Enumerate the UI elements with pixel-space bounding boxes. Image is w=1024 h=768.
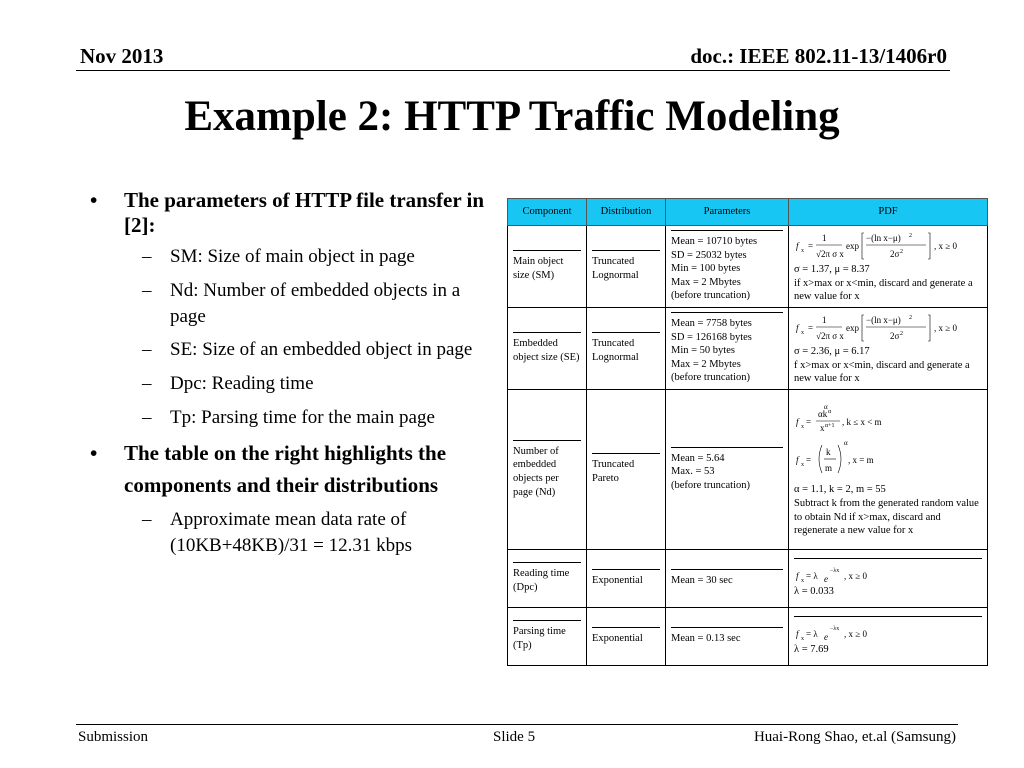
header-doc-id: doc.: IEEE 802.11-13/1406r0 (690, 44, 947, 68)
svg-text:, x ≥ 0: , x ≥ 0 (844, 629, 867, 640)
svg-text:√2π σ x: √2π σ x (816, 249, 844, 260)
svg-text:2: 2 (909, 233, 912, 240)
footer-slide-number: Slide 5 (493, 729, 536, 745)
header-date: Nov 2013 (80, 44, 164, 68)
pareto-formula (794, 401, 974, 483)
bullet-text: The table on the right highlights the components and their distributions (124, 441, 447, 497)
component-cell: Parsing time (Tp) (508, 608, 587, 666)
svg-text:αk: αk (818, 409, 828, 420)
parameters-cell: Mean = 7758 bytes SD = 126168 bytes Min = 50 bytes Max = 2 Mbytes (before truncation) (666, 308, 789, 390)
footer-submission: Submission (78, 729, 149, 745)
svg-text:α: α (844, 439, 848, 448)
bullet-list (90, 188, 492, 567)
dash-glyph: – (142, 372, 152, 394)
header-divider (76, 70, 950, 71)
table-row (508, 608, 988, 666)
dash-glyph: – (142, 406, 152, 428)
component-cell: Main object size (SM) (508, 226, 587, 308)
svg-text:f: f (796, 417, 799, 428)
bullet-item (90, 438, 492, 558)
svg-text:x: x (801, 248, 804, 255)
bullet-item (90, 188, 492, 430)
svg-text:α: α (828, 409, 832, 416)
svg-text:, x ≥ 0: , x ≥ 0 (934, 323, 957, 334)
slide-title: Example 2: HTTP Traffic Modeling (184, 93, 840, 140)
pdf-cell: f x = 1 √2π σ x exp −(ln x−μ) 2 2σ 2 , x ≥ 0 σ = 1.37, μ = 8.37 if x>max or x<min, discard and generate a new value for x (789, 226, 988, 308)
table-row (508, 226, 988, 308)
footer-divider (76, 724, 958, 725)
svg-text:k: k (826, 447, 831, 458)
svg-text:f: f (796, 323, 799, 334)
svg-text:f: f (796, 571, 799, 582)
header-distribution: Distribution (587, 199, 666, 226)
parameters-cell: Mean = 5.64 Max. = 53 (before truncation) (666, 390, 789, 550)
sub-bullet-item (124, 507, 492, 558)
table-row (508, 390, 988, 550)
bullet-glyph: • (90, 188, 98, 212)
sub-bullet-text: Approximate mean data rate of (10KB+48KB)/31 = 12.31 kbps (170, 509, 413, 556)
sub-bullet-text: SE: Size of an embedded object in page (170, 339, 473, 361)
svg-text:x: x (820, 423, 825, 434)
svg-text:=: = (808, 241, 814, 252)
svg-text:m: m (825, 463, 833, 474)
svg-text:exp: exp (846, 241, 859, 252)
dash-glyph: – (142, 509, 152, 531)
svg-text:2σ: 2σ (890, 249, 900, 260)
svg-text:−λx: −λx (830, 626, 840, 633)
dash-glyph: – (142, 280, 152, 302)
svg-text:, k ≤ x < m: , k ≤ x < m (842, 417, 882, 428)
svg-text:=: = (808, 323, 814, 334)
sub-bullet-item (124, 371, 492, 397)
svg-text:2: 2 (909, 315, 912, 322)
distribution-cell: Exponential (587, 550, 666, 608)
svg-text:−(ln x−μ): −(ln x−μ) (866, 233, 901, 244)
distribution-cell: Truncated Lognormal (587, 226, 666, 308)
svg-text:x: x (801, 424, 804, 431)
parameters-table (507, 198, 988, 666)
sub-bullet-item (124, 244, 492, 270)
sub-bullet-text: Tp: Parsing time for the main page (170, 406, 435, 428)
distribution-cell: Exponential (587, 608, 666, 666)
svg-text:, x ≥ 0: , x ≥ 0 (934, 241, 957, 252)
svg-text:x: x (801, 462, 804, 469)
dash-glyph: – (142, 339, 152, 361)
sub-bullet-item (124, 337, 492, 363)
svg-text:=: = (806, 417, 812, 428)
bullet-glyph: • (90, 441, 98, 466)
svg-text:x: x (801, 578, 804, 585)
dash-glyph: – (142, 246, 152, 268)
svg-text:2σ: 2σ (890, 331, 900, 342)
svg-text:= λ: = λ (806, 571, 818, 582)
header-pdf: PDF (789, 199, 988, 226)
table-row (508, 550, 988, 608)
distribution-cell: Truncated Lognormal (587, 308, 666, 390)
svg-text:e: e (824, 632, 828, 643)
svg-text:exp: exp (846, 323, 859, 334)
pdf-cell: f x = λ e −λx , x ≥ 0 λ = 0.033 (789, 550, 988, 608)
svg-text:=: = (806, 455, 812, 466)
pdf-cell: f x = λ e −λx , x ≥ 0 λ = 7.69 (789, 608, 988, 666)
svg-text:−(ln x−μ): −(ln x−μ) (866, 315, 901, 326)
header-component: Component (508, 199, 587, 226)
exponential-formula (794, 621, 974, 643)
svg-text:2: 2 (900, 331, 903, 338)
svg-text:α: α (824, 403, 828, 412)
svg-text:2: 2 (900, 249, 903, 256)
sub-bullet-text: SM: Size of main object in page (170, 246, 415, 268)
svg-text:f: f (796, 241, 799, 252)
exponential-formula (794, 563, 974, 585)
bullet-text: The parameters of HTTP file transfer in [2]: (124, 188, 485, 238)
svg-text:α+1: α+1 (825, 423, 835, 430)
component-cell: Reading time (Dpc) (508, 550, 587, 608)
svg-text:e: e (824, 574, 828, 585)
table-header-row (508, 199, 988, 226)
component-cell: Number of embedded objects per page (Nd) (508, 390, 587, 550)
parameters-cell: Mean = 30 sec (666, 550, 789, 608)
svg-text:= λ: = λ (806, 629, 818, 640)
sub-bullet-text: Nd: Number of embedded objects in a page (170, 280, 461, 327)
parameters-cell: Mean = 0.13 sec (666, 608, 789, 666)
sub-bullet-item (124, 405, 492, 431)
lognormal-formula (794, 311, 974, 345)
svg-text:√2π σ x: √2π σ x (816, 331, 844, 342)
svg-text:, x ≥ 0: , x ≥ 0 (844, 571, 867, 582)
component-cell: Embedded object size (SE) (508, 308, 587, 390)
svg-text:1: 1 (822, 315, 827, 326)
svg-text:x: x (801, 636, 804, 643)
pdf-cell: α f x = αk α x α+1 , k ≤ x < m f x = k m α , x = m α = 1.1, k = 2, m = 55 Subtract k from the generated random value to obtain Nd if x>max, discard and regenerate a new value for x (789, 390, 988, 550)
parameters-cell: Mean = 10710 bytes SD = 25032 bytes Min = 100 bytes Max = 2 Mbytes (before truncation) (666, 226, 789, 308)
svg-text:f: f (796, 629, 799, 640)
svg-text:, x = m: , x = m (848, 455, 874, 466)
distribution-cell: Truncated Pareto (587, 390, 666, 550)
header-parameters: Parameters (666, 199, 789, 226)
sub-bullet-text: Dpc: Reading time (170, 372, 314, 394)
footer-author: Huai-Rong Shao, et.al (Samsung) (753, 729, 956, 745)
svg-text:x: x (801, 330, 804, 337)
sub-bullet-item (124, 278, 492, 329)
svg-text:1: 1 (822, 233, 827, 244)
table-row (508, 308, 988, 390)
pdf-cell: f x = 1 √2π σ x exp −(ln x−μ) 2 2σ 2 , x ≥ 0 σ = 2.36, μ = 6.17 f x>max or x<min, discard and generate a new value for x (789, 308, 988, 390)
svg-text:−λx: −λx (830, 568, 840, 575)
lognormal-formula (794, 229, 974, 263)
svg-text:f: f (796, 455, 799, 466)
